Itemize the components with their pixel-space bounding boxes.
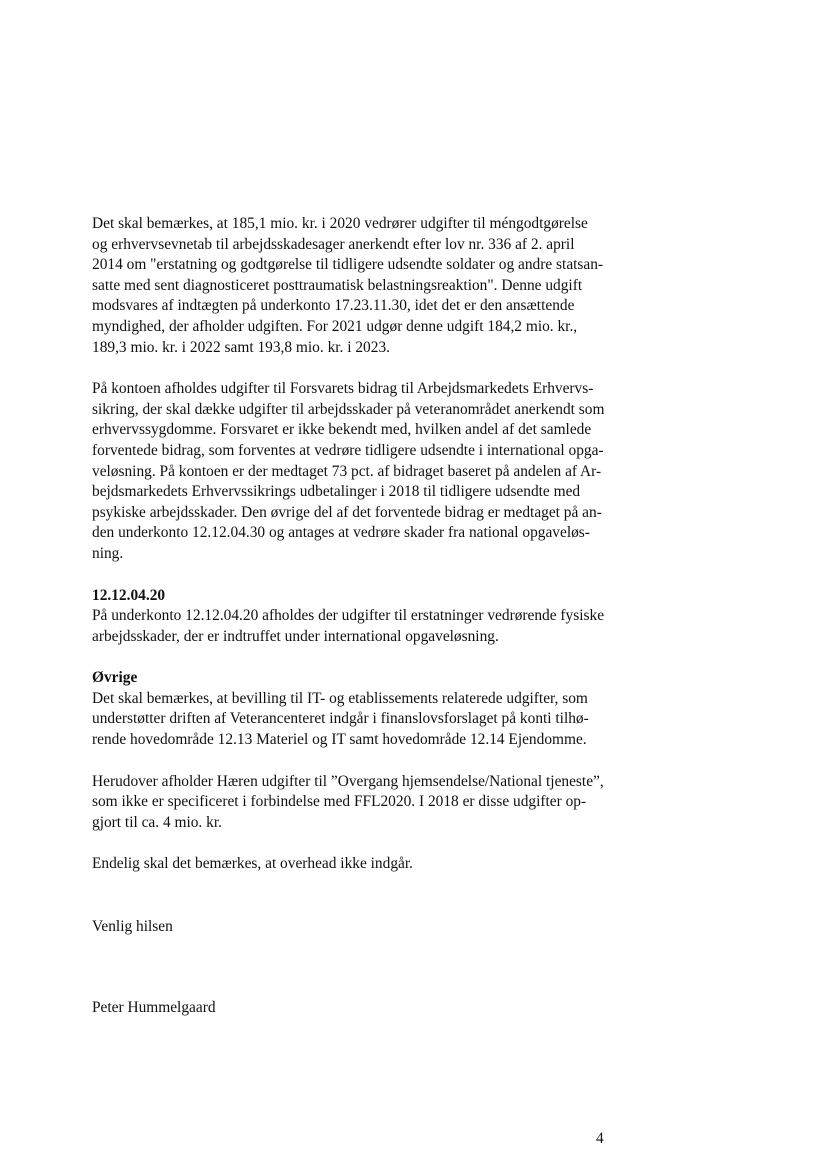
section-heading: 12.12.04.20	[92, 586, 166, 604]
text-line: myndighed, der afholder udgiften. For 2021 udgør denne udgift 184,2 mio. kr.,	[92, 317, 578, 335]
text-line: bejdsmarkedets Erhvervssikrings udbetalinger i 2018 til tidligere udsendte med	[92, 483, 581, 501]
closing-text: Venlig hilsen	[92, 918, 173, 936]
paragraph-erhvervssikring	[92, 379, 612, 564]
text-line: som ikke er specificeret i forbindelse med FFL2020. I 2018 er disse udgifter op-	[92, 793, 587, 811]
letter-body	[92, 214, 612, 1018]
paragraph-overhead	[92, 854, 612, 875]
text-line: Det skal bemærkes, at bevilling til IT- og etablissements relaterede udgifter, som	[92, 689, 588, 707]
text-line: Endelig skal det bemærkes, at overhead ikke indgår.	[92, 855, 413, 873]
text-line: den underkonto 12.12.04.30 og antages at vedrøre skader fra national opgaveløs-	[92, 524, 590, 542]
text-line: veløsning. På kontoen er der medtaget 73 pct. af bidraget baseret på andelen af Ar-	[92, 462, 602, 480]
section-oevrige	[92, 668, 612, 750]
section-12-12-04-20	[92, 586, 612, 648]
text-line: forventede bidrag, som forventes at vedrøre tidligere udsendte i international opga-	[92, 441, 604, 459]
text-line: og erhvervsevnetab til arbejdsskadesager anerkendt efter lov nr. 336 af 2. april	[92, 235, 575, 253]
text-line: Det skal bemærkes, at 185,1 mio. kr. i 2020 vedrører udgifter til méngodtgørelse	[92, 215, 588, 232]
paragraph-menggodtgoerelse	[92, 214, 612, 358]
text-line: gjort til ca. 4 mio. kr.	[92, 813, 222, 831]
page-number: 4	[596, 1130, 604, 1147]
text-line: rende hovedområde 12.13 Materiel og IT samt hovedområde 12.14 Ejendomme.	[92, 731, 587, 749]
text-line: sikring, der skal dække udgifter til arbejdsskader på veteranområdet anerkendt som	[92, 400, 605, 418]
paragraph-haeren	[92, 772, 612, 834]
text-line: satte med sent diagnosticeret posttraumatisk belastningsreaktion". Denne udgift	[92, 276, 583, 294]
text-line: arbejdsskader, der er indtruffet under international opgaveløsning.	[92, 627, 499, 645]
text-line: understøtter driften af Veterancenteret indgår i finanslovsforslaget på konti tilhø-	[92, 710, 589, 728]
closing	[92, 917, 612, 938]
text-line: 2014 om "erstatning og godtgørelse til tidligere udsendte soldater og andre statsan-	[92, 256, 604, 274]
text-line: psykiske arbejdsskader. Den øvrige del af det forventede bidrag er medtaget på an-	[92, 503, 602, 521]
text-line: På underkonto 12.12.04.20 afholdes der udgifter til erstatninger vedrørende fysiske	[92, 607, 605, 625]
text-line: Herudover afholder Hæren udgifter til ”Overgang hjemsendelse/National tjeneste”,	[92, 772, 604, 790]
text-line: erhvervssygdomme. Forsvaret er ikke bekendt med, hvilken andel af det samlede	[92, 421, 592, 439]
text-line: ning.	[92, 544, 124, 562]
signatory-name: Peter Hummelgaard	[92, 998, 216, 1016]
text-line: På kontoen afholdes udgifter til Forsvarets bidrag til Arbejdsmarkedets Erhvervs-	[92, 380, 594, 398]
text-line: modsvares af indtægten på underkonto 17.23.11.30, idet det er den ansættende	[92, 297, 575, 315]
signature	[92, 998, 612, 1019]
text-line: 189,3 mio. kr. i 2022 samt 193,8 mio. kr. i 2023.	[92, 338, 390, 356]
section-heading: Øvrige	[92, 669, 138, 687]
